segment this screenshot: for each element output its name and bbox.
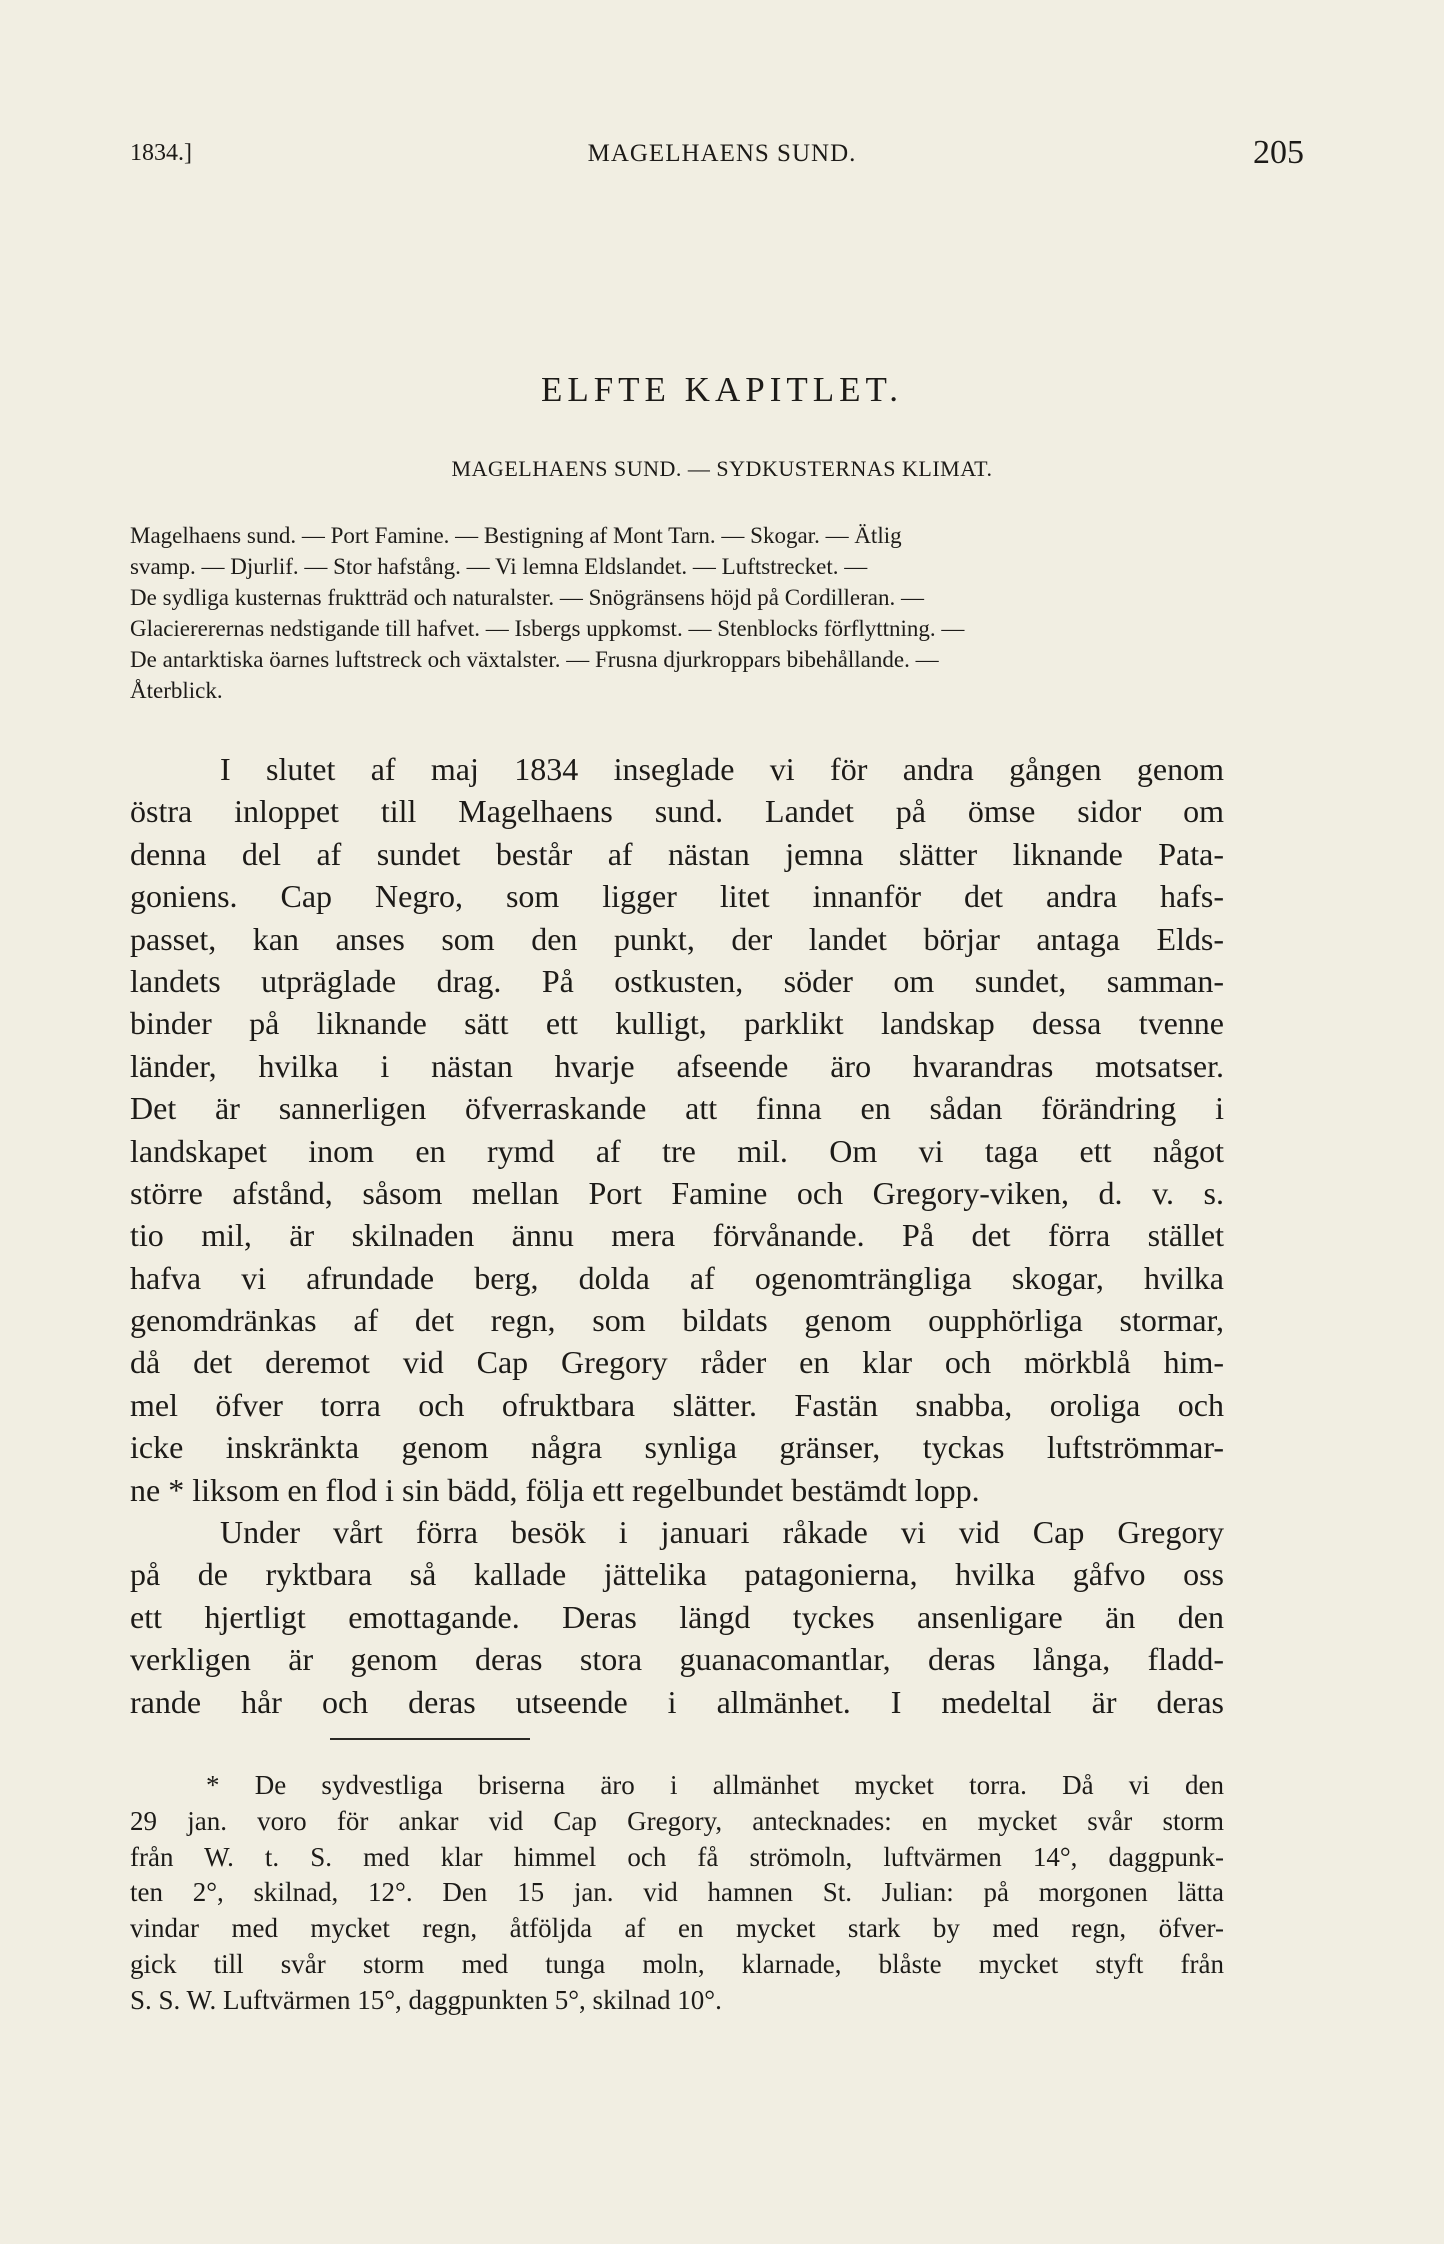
summary-line: Glaciererernas nedstigande till hafvet. — Isbergs uppkomst. — Stenblocks förflyttning. — — [130, 616, 965, 641]
body-line: mel öfver torra och ofruktbara slätter. Fastän snabba, oroliga och — [130, 1386, 1224, 1423]
running-head-year: 1834.] — [130, 140, 192, 166]
footnote-line: 29 jan. voro för ankar vid Cap Gregory, antecknades: en mycket svår storm — [130, 1805, 1224, 1836]
body-line: Det är sannerligen öfverraskande att finna en sådan förändring i — [130, 1090, 1224, 1127]
running-head — [130, 134, 1314, 174]
chapter-summary — [130, 520, 1234, 706]
body-line: på de ryktbara så kallade jättelika patagonierna, hvilka gåfvo oss — [130, 1556, 1224, 1593]
body-line: binder på liknande sätt ett kulligt, parklikt landskap dessa tvenne — [130, 1005, 1224, 1042]
body-line: ett hjertligt emottagande. Deras längd tyckes ansenligare än den — [130, 1598, 1224, 1635]
body-line: icke inskränkta genom några synliga gränser, tyckas luftströmmar- — [130, 1429, 1224, 1466]
chapter-title: ELFTE KAPITLET. — [540, 370, 904, 409]
body-line: tio mil, är skilnaden ännu mera förvånande. På det förra stället — [130, 1217, 1224, 1254]
body-line: passet, kan anses som den punkt, der landet börjar antaga Elds- — [130, 920, 1224, 957]
body-line: östra inloppet till Magelhaens sund. Landet på ömse sidor om — [130, 793, 1224, 830]
body-line: I slutet af maj 1834 inseglade vi för andra gången genom — [220, 751, 1224, 787]
body-line: Under vårt förra besök i januari råkade vi vid Cap Gregory — [220, 1514, 1224, 1551]
body-line: landets utpräglade drag. På ostkusten, söder om sundet, samman- — [130, 962, 1224, 999]
body-line: genomdränkas af det regn, som bildats genom oupphörliga stormar, — [130, 1302, 1224, 1339]
summary-line: De sydliga kusternas fruktträd och naturalster. — Snögränsens höjd på Cordilleran. — — [130, 585, 924, 610]
summary-line: Återblick. — [130, 678, 223, 703]
body-line: större afstånd, såsom mellan Port Famine och Gregory-viken, d. v. s. — [130, 1174, 1224, 1211]
body-line: goniens. Cap Negro, som ligger litet innanför det andra hafs- — [130, 878, 1224, 915]
summary-line: Magelhaens sund. — Port Famine. — Bestigning af Mont Tarn. — Skogar. — Ätlig — [130, 523, 902, 548]
summary-line: svamp. — Djurlif. — Stor hafstång. — Vi lemna Eldslandet. — Luftstrecket. — — [130, 554, 868, 579]
body-line: verkligen är genom deras stora guanacomantlar, deras långa, fladd- — [130, 1641, 1224, 1678]
body-text — [130, 748, 1224, 1723]
chapter-subtitle: MAGELHAENS SUND. — SYDKUSTERNAS KLIMAT. — [451, 456, 993, 481]
running-head-title: MAGELHAENS SUND. — [587, 140, 857, 167]
footnote-line: S. S. W. Luftvärmen 15°, daggpunkten 5°, skilnad 10°. — [130, 1984, 722, 2015]
footnote-line: från W. t. S. med klar himmel och få strömoln, luftvärmen 14°, daggpunk- — [130, 1841, 1224, 1872]
body-line: då det deremot vid Cap Gregory råder en klar och mörkblå him- — [130, 1344, 1224, 1381]
body-line: hafva vi afrundade berg, dolda af ogenomträngliga skogar, hvilka — [130, 1259, 1224, 1296]
footnote-line: ten 2°, skilnad, 12°. Den 15 jan. vid hamnen St. Julian: på morgonen lätta — [130, 1877, 1224, 1908]
footnote-separator — [330, 1738, 530, 1740]
footnote-line: gick till svår storm med tunga moln, klarnade, blåste mycket styft från — [130, 1948, 1224, 1979]
footnote-line: * De sydvestliga briserna äro i allmänhet mycket torra. Då vi den — [206, 1770, 1224, 1800]
body-line: ne * liksom en flod i sin bädd, följa ett regelbundet bestämdt lopp. — [130, 1471, 980, 1508]
body-line: denna del af sundet består af nästan jemna slätter liknande Pata- — [130, 835, 1224, 872]
footnote — [130, 1768, 1224, 2019]
body-line: rande hår och deras utseende i allmänhet. I medeltal är deras — [130, 1683, 1224, 1720]
body-line: länder, hvilka i nästan hvarje afseende äro hvarandras motsatser. — [130, 1047, 1224, 1084]
body-line: landskapet inom en rymd af tre mil. Om vi taga ett något — [130, 1132, 1224, 1169]
page-number: 205 — [1253, 134, 1304, 171]
footnote-line: vindar med mycket regn, åtföljda af en mycket stark by med regn, öfver- — [130, 1913, 1224, 1944]
summary-line: De antarktiska öarnes luftstreck och växtalster. — Frusna djurkroppars bibehållande. — — [130, 647, 939, 672]
